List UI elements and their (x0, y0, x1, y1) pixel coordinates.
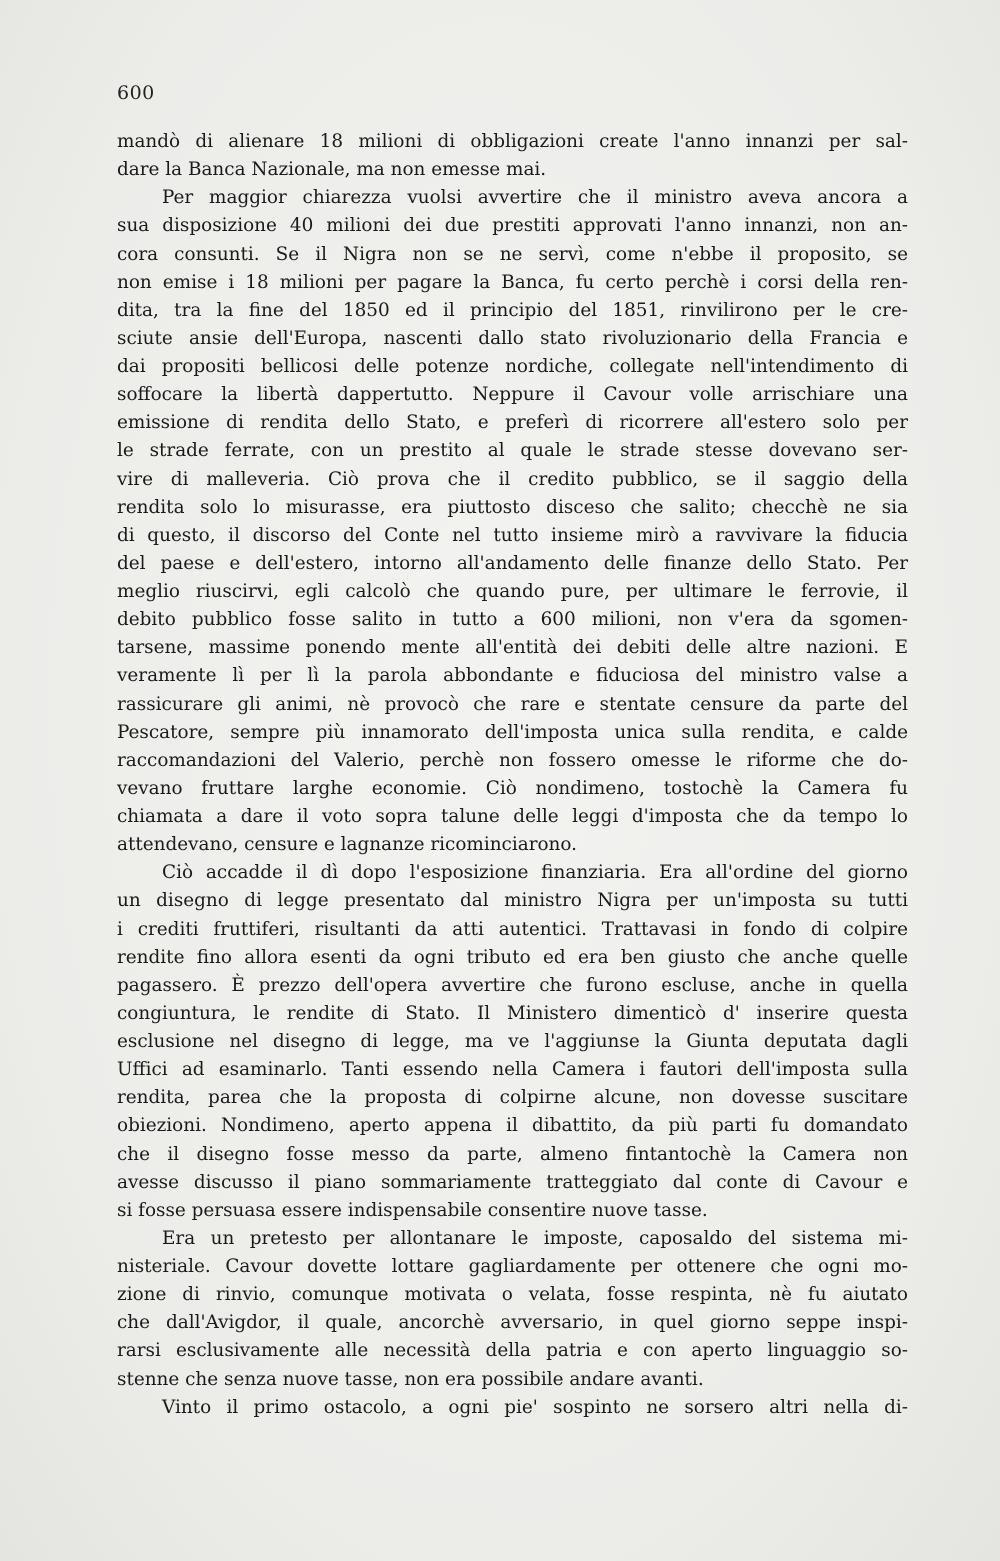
text-line: rarsi esclusivamente alle necessità della patria e con aperto linguaggio so- (117, 1340, 908, 1362)
text-line: che dall'Avigdor, il quale, ancorchè avversario, in quel giorno seppe inspi- (117, 1312, 908, 1334)
text-line: non emise i 18 milioni per pagare la Banca, fu certo perchè i corsi della ren- (117, 271, 908, 293)
text-line: congiuntura, le rendite di Stato. Il Ministero dimenticò d' inserire questa (117, 1002, 908, 1024)
text-line: esclusione nel disegno di legge, ma ve l'aggiunse la Giunta deputata dagli (117, 1031, 908, 1052)
text-line: cora consunti. Se il Nigra non se ne servì, come n'ebbe il proposito, se (117, 243, 908, 265)
text-line: raccomandazioni del Valerio, perchè non fossero omesse le riforme che do- (117, 749, 908, 771)
text-line: stenne che senza nuove tasse, non era possibile andare avanti. (117, 1368, 704, 1390)
text-line: di questo, il discorso del Conte nel tutto insieme mirò a ravvivare la fiducia (117, 524, 908, 546)
body-text (117, 128, 908, 1422)
text-line: Ciò accadde il dì dopo l'esposizione finanziaria. Era all'ordine del giorno (162, 862, 908, 884)
text-line: Era un pretesto per allontanare le imposte, caposaldo del sistema mi- (162, 1227, 908, 1249)
text-line: Pescatore, sempre più innamorato dell'imposta unica sulla rendita, e calde (117, 721, 908, 743)
text-line: meglio riuscirvi, egli calcolò che quando pure, per ultimare le ferrovie, il (117, 581, 908, 602)
text-line: avesse discusso il piano sommariamente tratteggiato dal conte di Cavour e (117, 1171, 908, 1193)
text-line: tarsene, massime ponendo mente all'entità dei debiti delle altre nazioni. E (117, 637, 908, 659)
text-line: dita, tra la fine del 1850 ed il principio del 1851, rinvilirono per le cre- (117, 299, 908, 321)
text-line: del paese e dell'estero, intorno all'andamento delle finanze dello Stato. Per (117, 552, 908, 574)
text-line: che il disegno fosse messo da parte, almeno fintantochè la Camera non (117, 1143, 908, 1165)
text-line: dare la Banca Nazionale, ma non emesse mai. (117, 159, 547, 181)
text-line: Vinto il primo ostacolo, a ogni pie' sospinto ne sorsero altri nella di- (162, 1396, 908, 1418)
text-line: vire di malleveria. Ciò prova che il credito pubblico, se il saggio della (117, 468, 908, 490)
text-line: Uffici ad esaminarlo. Tanti essendo nella Camera i fautori dell'imposta sulla (117, 1059, 908, 1081)
text-line: chiamata a dare il voto sopra talune delle leggi d'imposta che da tempo lo (117, 806, 908, 827)
text-line: rendite fino allora esenti da ogni tributo ed era ben giusto che anche quelle (117, 946, 908, 968)
text-line: rendita solo lo misurasse, era piuttosto disceso che salito; checchè ne sia (117, 496, 908, 518)
text-line: vevano fruttare larghe economie. Ciò nondimeno, tostochè la Camera fu (117, 777, 908, 799)
text-line: sciute ansie dell'Europa, nascenti dallo stato rivoluzionario della Francia e (117, 327, 908, 349)
text-line: rendita, parea che la proposta di colpirne alcune, non dovesse suscitare (117, 1087, 908, 1109)
text-line: le strade ferrate, con un prestito al quale le strade stesse dovevano ser- (117, 440, 908, 462)
text-line: i crediti fruttiferi, risultanti da atti autentici. Trattavasi in fondo di colpire (117, 918, 908, 940)
text-line: si fosse persuasa essere indispensabile consentire nuove tasse. (117, 1199, 708, 1221)
page-number: 600 (117, 82, 155, 104)
text-line: zione di rinvio, comunque motivata o velata, fosse respinta, nè fu aiutato (117, 1284, 908, 1306)
text-line: emissione di rendita dello Stato, e preferì di ricorrere all'estero solo per (117, 412, 908, 434)
text-line: mandò di alienare 18 milioni di obbligazioni create l'anno innanzi per sal- (117, 131, 908, 152)
text-line: debito pubblico fosse salito in tutto a 600 milioni, non v'era da sgomen- (117, 609, 908, 631)
text-line: rassicurare gli animi, nè provocò che rare e stentate censure da parte del (117, 693, 908, 715)
text-line: Per maggior chiarezza vuolsi avvertire che il ministro aveva ancora a (162, 187, 908, 209)
text-line: soffocare la libertà dappertutto. Neppure il Cavour volle arrischiare una (117, 384, 908, 406)
text-line: pagassero. È prezzo dell'opera avvertire che furono escluse, anche in quella (117, 974, 908, 996)
text-line: veramente lì per lì la parola abbondante e fiduciosa del ministro valse a (117, 665, 908, 687)
text-line: attendevano, censure e lagnanze ricominciarono. (117, 834, 577, 856)
text-line: obiezioni. Nondimeno, aperto appena il dibattito, da più parti fu domandato (117, 1115, 908, 1137)
text-line: nisteriale. Cavour dovette lottare gagliardamente per ottenere che ogni mo- (117, 1256, 908, 1277)
text-line: sua disposizione 40 milioni dei due prestiti approvati l'anno innanzi, non an- (117, 215, 908, 237)
text-line: un disegno di legge presentato dal ministro Nigra per un'imposta su tutti (117, 890, 908, 912)
text-line: dai propositi bellicosi delle potenze nordiche, collegate nell'intendimento di (117, 356, 908, 377)
